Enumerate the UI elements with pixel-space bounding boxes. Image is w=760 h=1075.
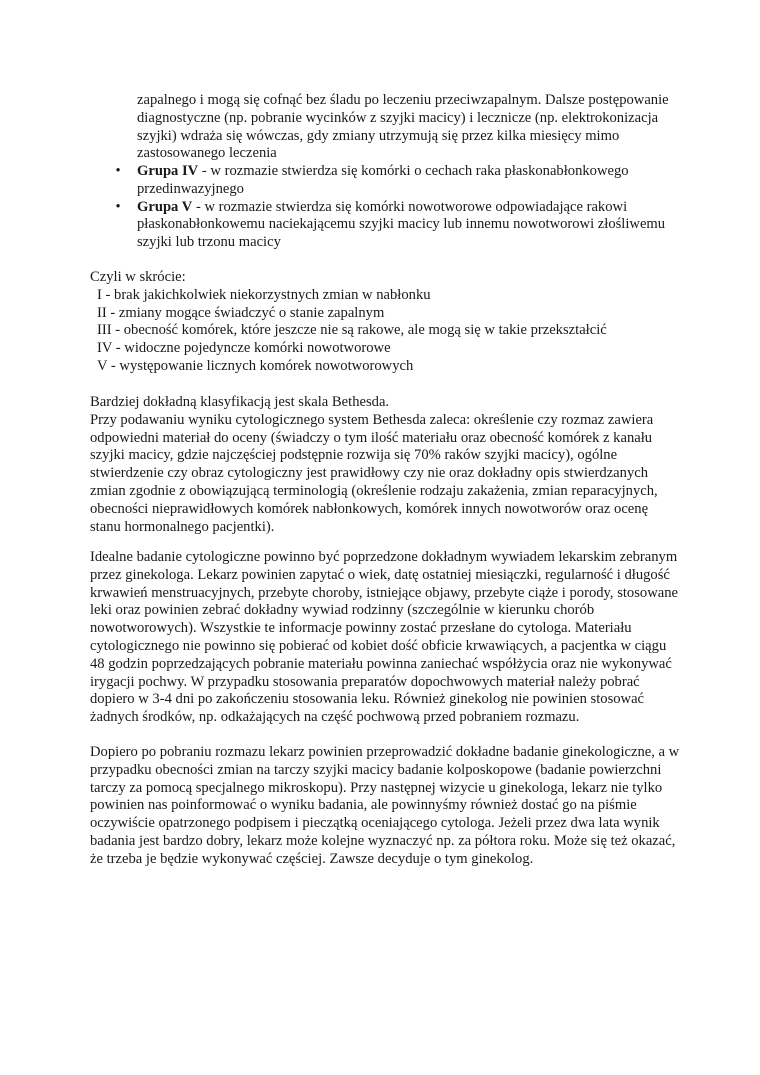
bullet-dot-icon: •	[115, 198, 121, 215]
summary-row-ii: II - zmiany mogące świadczyć o stanie zapalnym	[97, 304, 385, 321]
bullet-dot-icon: •	[115, 163, 121, 179]
bullet-text: - w rozmazie stwierdza się komórki nowotworowe odpowiadające rakowi płaskonabłonkowemu naciekającemu szyjki macicy lub innemu nowotworowi złośliwemu szyjki lub trzonu macicy	[137, 198, 666, 251]
bullet-label: Grupa IV	[137, 163, 199, 179]
summary-row-iv: IV - widoczne pojedyncze komórki nowotworowe	[97, 340, 391, 357]
summary-row-v: V - występowanie licznych komórek nowotworowych	[97, 357, 414, 374]
continuation-paragraph: zapalnego i mogą się cofnąć bez śladu po leczeniu przeciwzapalnym. Dalsze postępowanie diagnostyczne (np. pobranie wycinków z szyjki macicy) i lecznicze (np. elektrokonizacja szyjki) wdraża się wówczas, gdy zmiany utrzymują się przez kilka miesięcy mimo zastosowanego leczenia	[137, 92, 669, 162]
after-exam-paragraph: Dopiero po pobraniu rozmazu lekarz powinien przeprowadzić dokładne badanie ginekologiczne, a w przypadku obecności zmian na tarczy szyjki macicy badanie kolposkopowe (badanie powierzchni tarczy za pomocą specjalnego mikroskopu). Przy następnej wizycie u ginekologa, lekarz nie tylko powinien nas poinformować o wyniku badania, ale powinnyśmy również dostać go na piśmie oczywiście opatrzonego podpisem i pieczątką oceniającego cytologa. Jeżeli przez dwa lata wynik badania jest bardzo dobry, lekarz może kolejne wyznaczyć np. za półtora roku. Może się też okazać, że trzeba je będzie wykonywać częściej. Zawsze decyduje o tym ginekolog.	[90, 744, 680, 867]
summary-row-iii: III - obecność komórek, które jeszcze nie są rakowe, ale mogą się w takie przekształcić	[97, 322, 607, 339]
bullet-item-group-v	[115, 198, 677, 252]
bullet-item-group-iv	[115, 163, 677, 199]
bethesda-paragraph: Bardziej dokładną klasyfikacją jest skala Bethesda. Przy podawaniu wyniku cytologicznego system Bethesda zaleca: określenie czy rozmaz zawiera odpowiedni materiał do oceny (świadczy o tym ilość materiału oraz obecność komórek z kanału szyjki macicy, gdzie najczęściej podstępnie rozwija się 70% raków szyjki macicy), ogólne stwierdzenie czy obraz cytologiczny jest prawidłowy czy nie oraz dokładny opis stwierdzanych zmian zgodnie z obowiązującą terminologią (określenie rodzaju zakażenia, zmian reparacyjnych, obecności nieprawidłowych komórek nabłonkowych, komórek innych nowotworów oraz ocenę stanu hormonalnego pacjentki).	[90, 394, 658, 535]
summary-section	[90, 269, 690, 376]
summary-intro: Czyli w skrócie:	[90, 269, 186, 285]
summary-row-i: I - brak jakichkolwiek niekorzystnych zmian w nabłonku	[97, 286, 431, 303]
bullet-label: Grupa V	[137, 198, 193, 215]
bullet-text: - w rozmazie stwierdza się komórki o cechach raka płaskonabłonkowego przedinwazyjnego	[137, 163, 629, 197]
ideal-exam-paragraph: Idealne badanie cytologiczne powinno być poprzedzone dokładnym wywiadem lekarskim zebranym przez ginekologa. Lekarz powinien zapytać o wiek, datę ostatniej miesiączki, regularność i długość krwawień menstruacyjnych, przebyte choroby, istniejące objawy, przebyte ciąże i porody, stosowane leki oraz powinien zebrać dokładny wywiad rodzinny (szczególnie w kierunku chorób nowotworowych). Wszystkie te informacje powinny zostać przesłane do cytologa. Materiału cytologicznego nie powinno się pobierać od kobiet dość obficie krwawiących, a pacjentka w ciągu 48 godzin poprzedzających pobranie materiału powinna zaniechać współżycia oraz nie wykonywać irygacji pochwy. W przypadku stosowania preparatów dopochwowych materiał należy pobrać dopiero w 3-4 dni po zakończeniu stosowania leku. Również ginekolog nie powinien stosować żadnych środków, np. odkażających na część pochwową przed pobraniem rozmazu.	[90, 549, 678, 726]
group-bullet-list	[115, 163, 677, 252]
